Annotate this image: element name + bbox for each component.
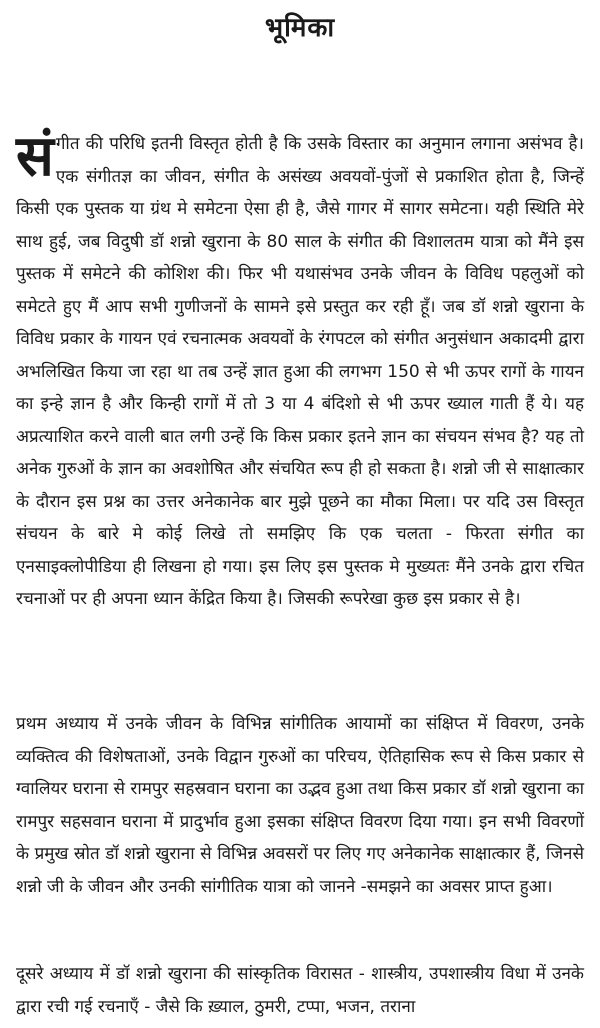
paragraph-3 [16, 958, 584, 1023]
paragraph-1-content [16, 124, 584, 616]
paragraph-2 [16, 708, 584, 903]
paragraph-2-text: प्रथम अध्याय में उनके जीवन के विभिन्न सांगीतिक आयामों का संक्षिप्त में विवरण, उनके व्यक्तित्व की विशेषताओं, उनके विद्वान गुरुओं का परिचय, ऐतिहासिक रूप से किस प्रकार से ग्वालियर घराना से रामपुर सहस्रवान घराना का उद्भव हुआ तथा किस प्रकार डॉ शन्नो खुराना का रामपुर सहसवान घराना में प्रादुर्भाव हुआ इसका संक्षिप्त विवरण दिया गया। इन सभी विवरणों के प्रमुख स्रोत डॉ शन्नो खुराना से विभिन्न अवसरों पर लिए गए अनेकानेक साक्षात्कार हैं, जिनसे शन्नो जी के जीवन और उनकी सांगीतिक यात्रा को जानने -समझने का अवसर प्राप्त हुआ। [16, 714, 584, 897]
paragraph-1-text: गीत की परिधि इतनी विस्तृत होती है कि उसके विस्तार का अनुमान लगाना असंभव है। एक संगीतज्ञ का जीवन, संगीत के असंख्य अवयवों-पुंजों से प्रकाशित होता है, जिन्हें किसी एक पुस्तक या ग्रंथ मे समेटना ऐसा ही है, जैसे गागर में सागर समेटना। यही स्थिति मेरे साथ हुई, जब विदुषी डॉ शन्नो खुराना के 80 साल के संगीत की विशालतम यात्रा को मैंने इस पुस्तक में समेटने की कोशिश की। फिर भी यथासंभव उनके जीवन के विविध पहलुओं को समेटते हुए मैं आप सभी गुणीजनों के सामने इसे प्रस्तुत कर रही हूँ। जब डॉ शन्नो खुराना के विविध प्रकार के गायन एवं रचनात्मक अवयवों के रंगपटल को संगीत अनुसंधान अकादमी द्वारा अभलिखित किया जा रहा था तब उन्हें ज्ञात हुआ की लगभग 150 से भी ऊपर रागों के गायन का इन्हे ज्ञान है और किन्ही रागों में तो 3 या 4 बंदिशो से भी ऊपर ख्याल गाती हैं ये। यह अप्रत्याशित करने वाली बात लगी उन्हें कि किस प्रकार इतने ज्ञान का संचयन संभव है? यह तो अनेक गुरुओं के ज्ञान का अवशोषित और संचयित रूप ही हो सकता है। शन्नो जी से साक्षात्कार के दौरान इस प्रश्न का उत्तर अनेकानेक बार मुझे पूछने का मौका मिला। पर यदि उस विस्तृत संचयन के बारे मे कोई लिखे तो समझिए कि एक चलता - फिरता संगीत का एनसाइक्लोपीडिया ही लिखना हो गया। इस लिए इस पुस्तक मे मुख्यतः मैंने उनके द्वारा रचित रचनाओं पर ही अपना ध्यान केंद्रित किया है। जिसकी रूपरेखा कुछ इस प्रकार से है। [16, 134, 584, 609]
paragraph-3-text: दूसरे अध्याय में डॉ शन्नो खुराना की सांस्कृतिक विरासत - शास्त्रीय, उपशास्त्रीय विधा में उनके द्वारा रची गई रचनाएँ - जैसे कि ख़्याल, ठुमरी, टप्पा, भजन, तराना [16, 964, 584, 1017]
page-title: भूमिका [264, 13, 336, 43]
paragraph-1 [16, 124, 584, 616]
drop-cap: सं [16, 124, 54, 189]
